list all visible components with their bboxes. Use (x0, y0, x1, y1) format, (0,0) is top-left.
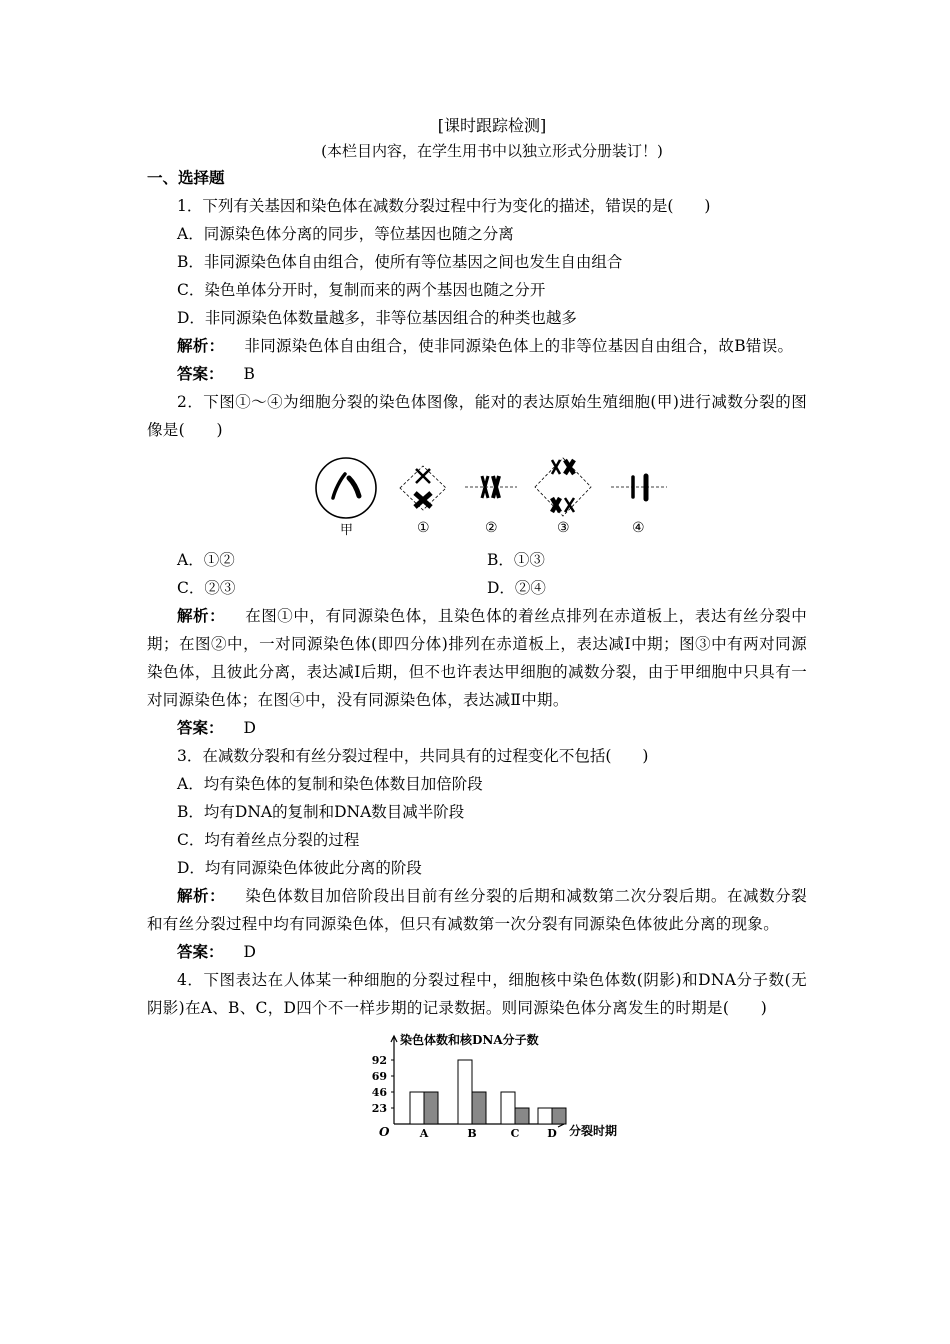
q4-stem: 4．下图表达在人体某一种细胞的分裂过程中，细胞核中染色体数(阴影)和DNA分子数(无阴影)在A、B、C，D四个不一样步期的记录数据。则同源染色体分离发生的时期是( ) (147, 971, 807, 1017)
q3-stem: 3．在减数分裂和有丝分裂过程中，共同具有的过程变化不包括( ) (177, 747, 649, 765)
q3-option-a: A．均有染色体的复制和染色体数目加倍阶段 (177, 775, 483, 793)
section-heading: 一、选择题 (147, 168, 225, 187)
origin-label: O (379, 1125, 390, 1139)
x-axis-label: 分裂时期 (569, 1124, 618, 1138)
q1-option-c: C．染色单体分开时，复制而来的两个基因也随之分开 (177, 281, 546, 299)
bar-chart (147, 1028, 807, 1148)
figure-label-2: ② (485, 520, 498, 536)
bar-D-unshaded (538, 1108, 552, 1124)
y-tick-label: 46 (371, 1086, 387, 1099)
q1-option-d: D．非同源染色体数量越多，非等位基因组合的种类也越多 (177, 309, 577, 327)
figure-label-4: ④ (632, 520, 645, 536)
answer-label: 答案： (177, 364, 224, 383)
analysis-label: 解析： (177, 336, 225, 355)
cell-jia (316, 458, 376, 518)
q3-option-d: D．均有同源染色体彼此分离的阶段 (177, 859, 422, 877)
q3-option-b: B．均有DNA的复制和DNA数目减半阶段 (177, 803, 465, 821)
bar-C-unshaded (501, 1092, 515, 1124)
chromosome-figure (147, 452, 807, 542)
q1-answer (147, 360, 807, 388)
figure-label-1: ① (417, 520, 430, 536)
cell-1 (400, 466, 446, 510)
q2-options-row2 (147, 574, 807, 602)
bar-A-shaded (424, 1092, 438, 1124)
q2-option-a: A．①② (177, 551, 235, 569)
q2-answer-value: D (243, 719, 256, 737)
answer-label: 答案： (177, 718, 224, 737)
bar-A-unshaded (410, 1092, 424, 1124)
page-subtitle: (本栏目内容，在学生用书中以独立形式分册装订！) (321, 142, 663, 160)
analysis-label: 解析： (177, 606, 226, 625)
q1-analysis (147, 332, 807, 360)
q3-option-c: C．均有着丝点分裂的过程 (177, 831, 360, 849)
x-tick-label: D (547, 1127, 557, 1140)
q2-analysis (147, 602, 807, 714)
bar-B-shaded (472, 1092, 486, 1124)
q3-analysis (147, 882, 807, 938)
q2-figure (147, 452, 807, 542)
cell-3 (535, 458, 591, 516)
y-tick-label: 69 (371, 1070, 387, 1083)
q2-stem: 2．下图①～④为细胞分裂的染色体图像，能对的表达原始生殖细胞(甲)进行减数分裂的图像是( ) (147, 393, 807, 439)
y-tick-label: 23 (371, 1102, 387, 1115)
q2-answer (147, 714, 807, 742)
q4-chart (147, 1028, 807, 1148)
analysis-label: 解析： (177, 886, 226, 905)
q2-option-d: D．②④ (487, 579, 546, 597)
q1-option-a: A．同源染色体分离的同步，等位基因也随之分离 (177, 225, 514, 243)
cell-2 (465, 476, 517, 498)
answer-label: 答案： (177, 942, 224, 961)
figure-label-jia: 甲 (340, 523, 354, 538)
page-title: [课时跟踪检测] (437, 116, 547, 135)
q3-analysis-text: 染色体数目加倍阶段出目前有丝分裂的后期和减数第二次分裂后期。在减数分裂和有丝分裂过程中均有同源染色体，但只有减数第一次分裂有同源染色体彼此分离的现象。 (147, 887, 807, 933)
document-page (147, 114, 807, 1148)
cell-4 (611, 476, 667, 499)
bar-B-unshaded (458, 1060, 472, 1124)
x-tick-label: B (467, 1127, 477, 1140)
q2-options-row1 (147, 546, 807, 574)
q2-analysis-text: 在图①中，有同源染色体，且染色体的着丝点排列在赤道板上，表达有丝分裂中期；在图②中，一对同源染色体(即四分体)排列在赤道板上，表达减Ⅰ中期；图③中有两对同源染色体，且彼此分离，表达减Ⅰ后期，但不也许表达甲细胞的减数分裂，由于甲细胞中只具有一对同源染色体；在图④中，没有同源染色体，表达减Ⅱ中期。 (147, 607, 807, 709)
bar-D-shaded (552, 1108, 566, 1124)
x-tick-label: A (419, 1127, 429, 1140)
q2-option-b: B．①③ (487, 551, 545, 569)
q1-stem: 1．下列有关基因和染色体在减数分裂过程中行为变化的描述，错误的是( ) (177, 197, 711, 215)
q1-option-b: B．非同源染色体自由组合，使所有等位基因之间也发生自由组合 (177, 253, 623, 271)
y-tick-label: 92 (371, 1054, 387, 1067)
bar-C-shaded (515, 1108, 529, 1124)
q1-analysis-text: 非同源染色体自由组合，使非同源染色体上的非等位基因自由组合，故B错误。 (244, 337, 794, 355)
x-tick-label: C (510, 1127, 520, 1140)
q3-answer-value: D (243, 943, 256, 961)
q1-answer-value: B (243, 365, 255, 383)
q2-option-c: C．②③ (177, 579, 236, 597)
q3-answer (147, 938, 807, 966)
figure-label-3: ③ (557, 520, 570, 536)
y-axis-label: 染色体数和核DNA分子数 (400, 1033, 539, 1047)
